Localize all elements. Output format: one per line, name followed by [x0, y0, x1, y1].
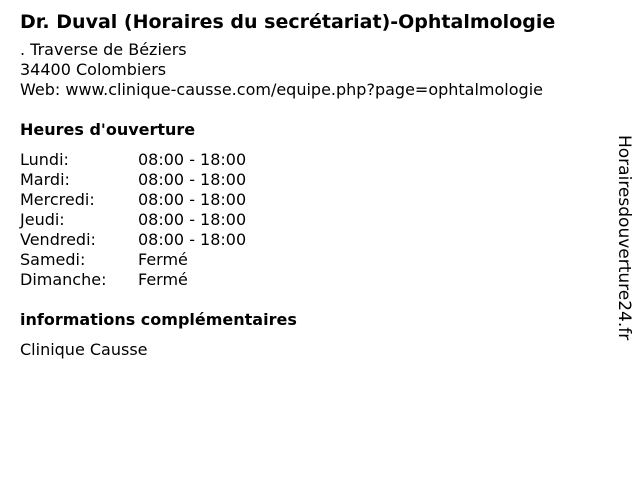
day-label: Samedi: [20, 250, 86, 269]
site-watermark: Horairesdouverture24.fr [614, 135, 634, 341]
day-label: Lundi: [20, 150, 69, 169]
day-label: Jeudi: [20, 210, 65, 229]
hours-row-samedi [20, 250, 600, 270]
day-time: Fermé [138, 250, 188, 269]
info-text: Clinique Causse [20, 340, 148, 359]
main-content [20, 10, 600, 360]
day-time: 08:00 - 18:00 [138, 170, 247, 189]
hours-row-jeudi [20, 210, 600, 230]
hours-row-mercredi [20, 190, 600, 210]
hours-row-mardi [20, 170, 600, 190]
street-address: . Traverse de Béziers [20, 40, 187, 59]
hours-row-dimanche [20, 270, 600, 290]
hours-heading: Heures d'ouverture [20, 120, 196, 139]
day-time: Fermé [138, 270, 188, 289]
day-time: 08:00 - 18:00 [138, 210, 247, 229]
day-time: 08:00 - 18:00 [138, 150, 247, 169]
day-label: Vendredi: [20, 230, 96, 249]
info-heading: informations complémentaires [20, 310, 297, 329]
city-postal: 34400 Colombiers [20, 60, 167, 79]
day-label: Mercredi: [20, 190, 95, 209]
page-title: Dr. Duval (Horaires du secrétariat)-Ophtalmologie [20, 11, 556, 33]
day-label: Mardi: [20, 170, 70, 189]
hours-row-lundi [20, 150, 600, 170]
website-link[interactable]: Web: www.clinique-causse.com/equipe.php?page=ophtalmologie [20, 80, 543, 99]
day-time: 08:00 - 18:00 [138, 190, 247, 209]
day-label: Dimanche: [20, 270, 107, 289]
day-time: 08:00 - 18:00 [138, 230, 247, 249]
hours-row-vendredi [20, 230, 600, 250]
hours-table [20, 150, 600, 290]
address-block [20, 40, 600, 100]
